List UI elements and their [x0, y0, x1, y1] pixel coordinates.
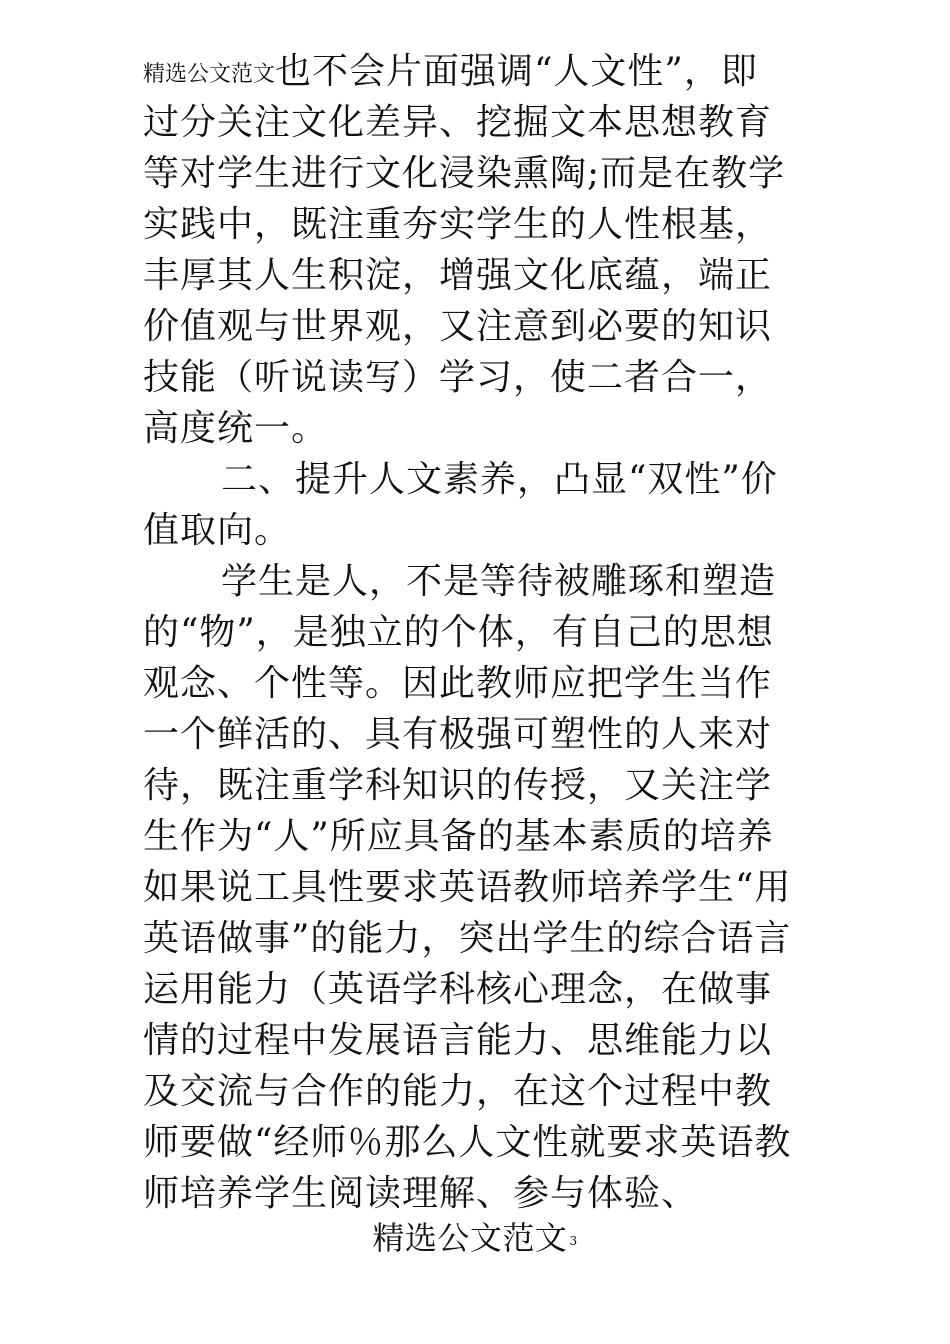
section-heading-line-2: 值取向。	[143, 510, 292, 551]
section-heading-line-1: 二、提升人文素养，凸显“双性”价	[221, 459, 778, 500]
text-line-2: 过分关注文化差异、挖掘文本思想教育	[143, 102, 773, 143]
text-line-23: 师培养学生阅读理解、参与体验、	[143, 1173, 699, 1214]
text-line-13: 观念、个性等。因此教师应把学生当作	[143, 663, 773, 704]
text-line-6: 价值观与世界观，又注意到必要的知识	[143, 306, 773, 347]
text-line-19: 运用能力（英语学科核心理念，在做事	[143, 969, 773, 1010]
text-line-1	[143, 46, 815, 97]
text-line-17: 如果说工具性要求英语教师培养学生“用	[143, 867, 792, 908]
text-line-3: 等对学生进行文化浸染熏陶;而是在教学	[143, 153, 786, 194]
footer-title: 精选公文范文	[372, 1219, 568, 1257]
text-line-7: 技能（听说读写）学习，使二者合一，	[143, 357, 773, 398]
text-line-12: 的“物”，是独立的个体，有自己的思想	[143, 612, 774, 653]
text-line-5: 丰厚其人生积淀，增强文化底蕴，端正	[143, 255, 773, 296]
text-line-1-content: 也不会片面强调“人文性”，即	[275, 51, 758, 92]
paragraph-start-line: 学生是人，不是等待被雕琢和塑造	[221, 561, 777, 602]
text-line-4: 实践中，既注重夯实学生的人性根基，	[143, 204, 773, 245]
text-line-15: 待，既注重学科知识的传授，又关注学	[143, 765, 773, 806]
text-line-20: 情的过程中发展语言能力、思维能力以	[143, 1020, 773, 1061]
document-body	[143, 46, 815, 1219]
text-line-16: 生作为“人”所应具备的基本素质的培养	[143, 816, 774, 857]
text-line-21: 及交流与合作的能力，在这个过程中教	[143, 1071, 773, 1112]
text-line-8: 高度统一。	[143, 408, 329, 449]
text-line-22: 师要做“经师％那么人文性就要求英语教	[143, 1122, 792, 1163]
running-header: 精选公文范文	[143, 62, 276, 87]
text-line-14: 一个鲜活的、具有极强可塑性的人来对	[143, 714, 773, 755]
page-footer	[0, 1218, 950, 1261]
text-line-18: 英语做事”的能力，突出学生的综合语言	[143, 918, 792, 959]
page-number: 3	[569, 1234, 578, 1248]
